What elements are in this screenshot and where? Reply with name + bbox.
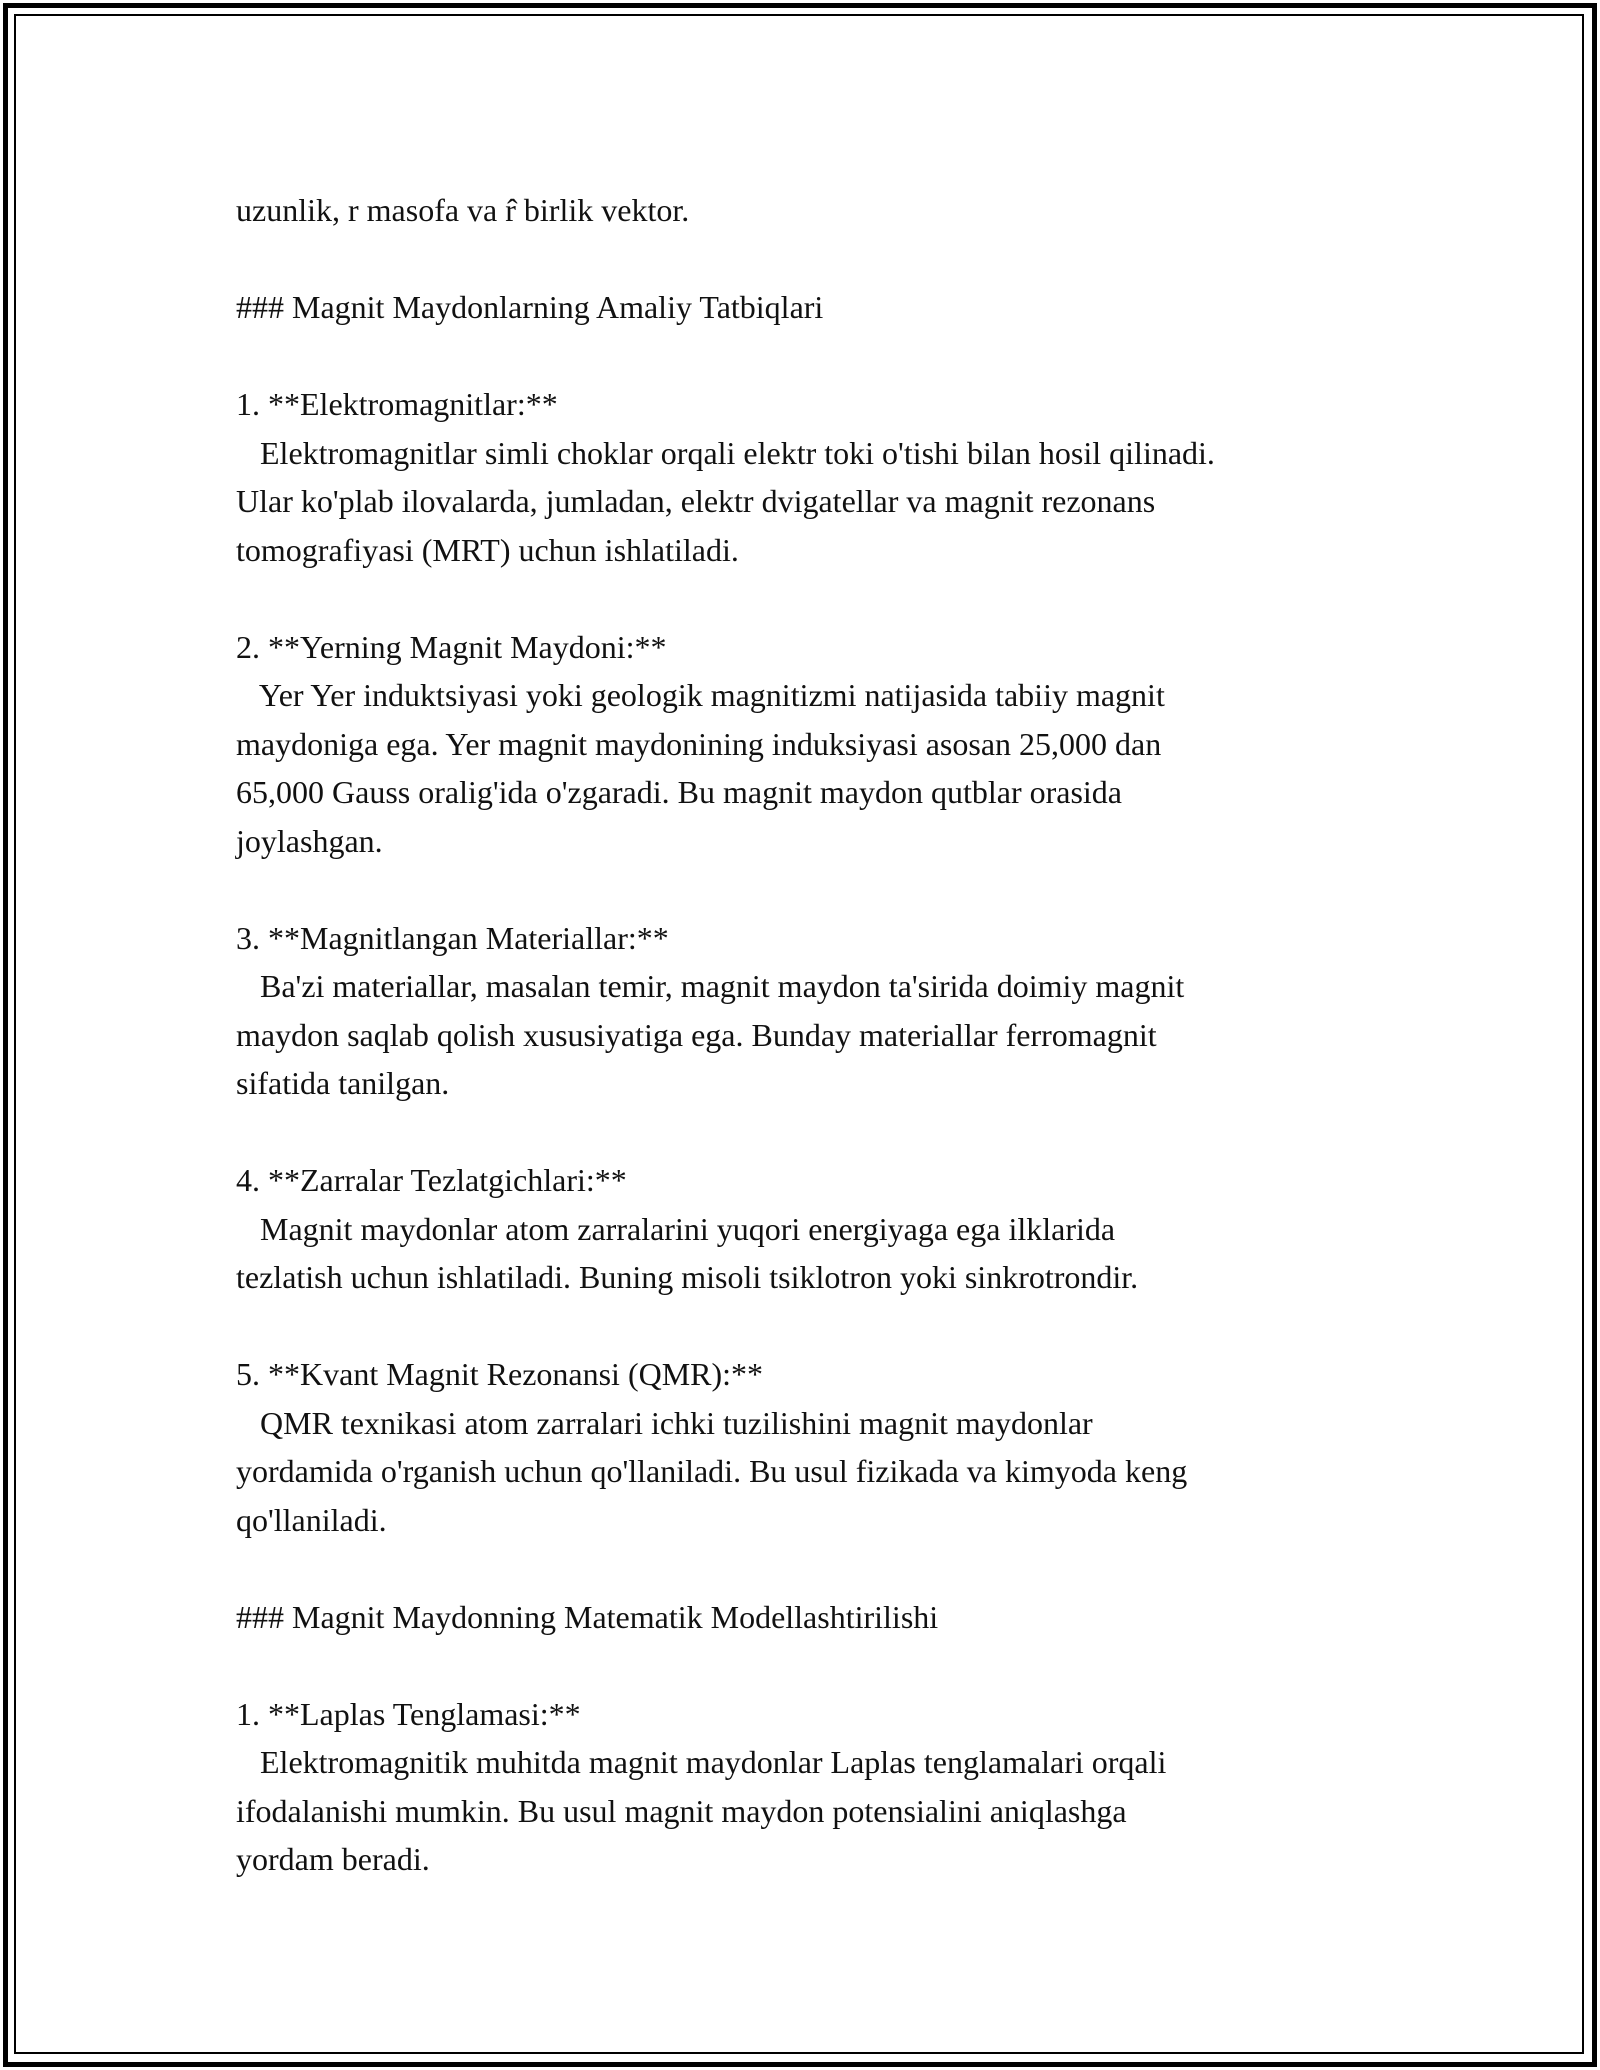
blank-line [236, 332, 1386, 381]
text-line: Ba'zi materiallar, masalan temir, magnit maydon ta'sirida doimiy magnit [236, 968, 1185, 1004]
list-item-title: 4. **Zarralar Tezlatgichlari:** [236, 1162, 627, 1198]
blank-line [236, 1302, 1386, 1351]
text-line: sifatida tanilgan. [236, 1065, 450, 1101]
section-heading: ### Magnit Maydonlarning Amaliy Tatbiqlari [236, 289, 824, 325]
text-line: maydoniga ega. Yer magnit maydonining induksiyasi asosan 25,000 dan [236, 725, 1162, 762]
blank-line [236, 1544, 1386, 1593]
text-line: maydon saqlab qolish xususiyatiga ega. Bunday materiallar ferromagnit [236, 1016, 1157, 1053]
list-item-title: 1. **Elektromagnitlar:** [236, 386, 558, 422]
list-item-title: 3. **Magnitlangan Materiallar:** [236, 919, 669, 956]
text-line: Elektromagnitik muhitda magnit maydonlar Laplas tenglamalari orqali [236, 1744, 1167, 1780]
list-item-title: 2. **Yerning Magnit Maydoni:** [236, 628, 667, 665]
text-line: Yer Yer induktsiyasi yoki geologik magnitizmi natijasida tabiiy magnit [236, 677, 1165, 713]
text-line: Elektromagnitlar simli choklar orqali elektr toki o'tishi bilan hosil qilinadi. [236, 434, 1215, 471]
list-item-title: 1. **Laplas Tenglamasi:** [236, 1695, 581, 1732]
text-line: yordam beradi. [236, 1841, 430, 1877]
document-body [236, 186, 1386, 1884]
blank-line [236, 235, 1386, 284]
text-line: 65,000 Gauss oralig'ida o'zgaradi. Bu magnit maydon qutblar orasida [236, 774, 1122, 810]
text-line: tomografiyasi (MRT) uchun ishlatiladi. [236, 531, 739, 568]
blank-line [236, 574, 1386, 623]
text-line: ifodalanishi mumkin. Bu usul magnit maydon potensialini aniqlashga [236, 1792, 1127, 1829]
text-line: QMR texnikasi atom zarralari ichki tuzilishini magnit maydonlar [236, 1404, 1093, 1441]
text-line: Magnit maydonlar atom zarralarini yuqori energiyaga ega ilklarida [236, 1210, 1116, 1247]
list-item-title: 5. **Kvant Magnit Rezonansi (QMR):** [236, 1356, 764, 1392]
section-heading: ### Magnit Maydonning Matematik Modellashtirilishi [236, 1598, 939, 1635]
blank-line [236, 1641, 1386, 1690]
text-line: Ular ko'plab ilovalarda, jumladan, elektr dvigatellar va magnit rezonans [236, 483, 1156, 519]
text-line: yordamida o'rganish uchun qo'llaniladi. Bu usul fizikada va kimyoda keng [236, 1453, 1188, 1489]
text-line: uzunlik, r masofa va r̂ birlik vektor. [236, 192, 690, 228]
text-line: qo'llaniladi. [236, 1501, 387, 1538]
blank-line [236, 865, 1386, 914]
blank-line [236, 1108, 1386, 1157]
text-line: tezlatish uchun ishlatiladi. Buning misoli tsiklotron yoki sinkrotrondir. [236, 1259, 1139, 1295]
text-line: joylashgan. [236, 822, 383, 859]
